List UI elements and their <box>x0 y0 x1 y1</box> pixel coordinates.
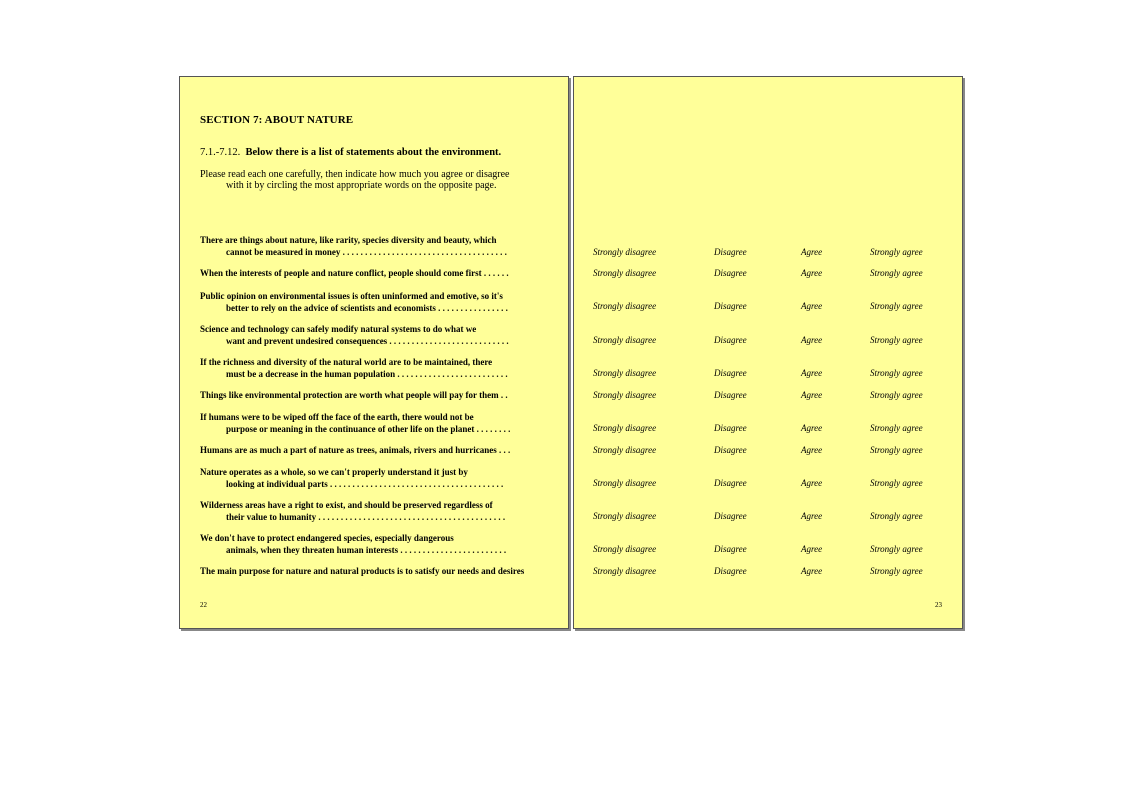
statement-11 <box>200 533 550 556</box>
option-disagree[interactable]: Disagree <box>714 445 747 455</box>
option-disagree[interactable]: Disagree <box>714 511 747 521</box>
option-agree[interactable]: Agree <box>801 335 823 345</box>
statement-12 <box>200 566 560 578</box>
response-row-4 <box>574 335 962 347</box>
option-strongly-agree[interactable]: Strongly agree <box>870 268 923 278</box>
statement-9 <box>200 467 550 490</box>
instructions-line1: Please read each one carefully, then indicate how much you agree or disagree <box>200 169 510 180</box>
page-number-right: 23 <box>935 601 942 609</box>
statement-line: looking at individual parts . . . . . . . . . . . . . . . . . . . . . . . . . . . . . . . . . . . . . . . <box>226 478 504 489</box>
option-disagree[interactable]: Disagree <box>714 544 747 554</box>
statement-line: animals, when they threaten human interests . . . . . . . . . . . . . . . . . . . . . . . . <box>226 544 507 555</box>
statement-line: We don't have to protect endangered species, especially dangerous <box>200 533 454 543</box>
statement-line: their value to humanity . . . . . . . . . . . . . . . . . . . . . . . . . . . . . . . . . . . . . . . . . . <box>226 511 506 522</box>
statement-8 <box>200 445 550 457</box>
statement-line: Nature operates as a whole, so we can't properly understand it just by <box>200 467 468 477</box>
statement-line: want and prevent undesired consequences . . . . . . . . . . . . . . . . . . . . . . . . . . . <box>226 335 509 346</box>
intro-number: 7.1.-7.12. <box>200 147 241 158</box>
option-strongly-disagree[interactable]: Strongly disagree <box>593 445 657 455</box>
statement-line: Science and technology can safely modify natural systems to do what we <box>200 324 477 334</box>
response-row-3 <box>574 301 962 313</box>
statement-10 <box>200 500 550 523</box>
option-agree[interactable]: Agree <box>801 423 823 433</box>
option-strongly-agree[interactable]: Strongly agree <box>870 368 923 378</box>
option-agree[interactable]: Agree <box>801 390 823 400</box>
response-row-1 <box>574 247 962 259</box>
option-disagree[interactable]: Disagree <box>714 247 747 257</box>
response-row-8 <box>574 445 962 457</box>
left-page <box>179 76 569 629</box>
option-disagree[interactable]: Disagree <box>714 368 747 378</box>
statement-6 <box>200 390 550 402</box>
response-row-11 <box>574 544 962 556</box>
option-disagree[interactable]: Disagree <box>714 335 747 345</box>
statement-line: The main purpose for nature and natural products is to satisfy our needs and desires <box>200 566 525 576</box>
statement-5 <box>200 357 550 380</box>
option-strongly-agree[interactable]: Strongly agree <box>870 247 923 257</box>
option-strongly-agree[interactable]: Strongly agree <box>870 566 923 576</box>
statement-line: When the interests of people and nature conflict, people should come first . . . . . . <box>200 268 509 278</box>
option-strongly-disagree[interactable]: Strongly disagree <box>593 268 657 278</box>
option-strongly-disagree[interactable]: Strongly disagree <box>593 423 657 433</box>
statement-line: better to rely on the advice of scientists and economists . . . . . . . . . . . . . . . . <box>226 302 508 313</box>
statement-line: must be a decrease in the human population . . . . . . . . . . . . . . . . . . . . . . . . . <box>226 368 508 379</box>
option-agree[interactable]: Agree <box>801 544 823 554</box>
option-strongly-agree[interactable]: Strongly agree <box>870 390 923 400</box>
response-row-10 <box>574 511 962 523</box>
response-row-7 <box>574 423 962 435</box>
statement-line: If humans were to be wiped off the face of the earth, there would not be <box>200 412 474 422</box>
statement-line: Things like environmental protection are worth what people will pay for them . . <box>200 390 508 400</box>
statement-7 <box>200 412 550 435</box>
option-strongly-agree[interactable]: Strongly agree <box>870 301 923 311</box>
statement-line: purpose or meaning in the continuance of other life on the planet . . . . . . . . <box>226 423 511 434</box>
option-strongly-disagree[interactable]: Strongly disagree <box>593 544 657 554</box>
option-strongly-agree[interactable]: Strongly agree <box>870 478 923 488</box>
option-strongly-disagree[interactable]: Strongly disagree <box>593 566 657 576</box>
option-disagree[interactable]: Disagree <box>714 423 747 433</box>
option-strongly-disagree[interactable]: Strongly disagree <box>593 478 657 488</box>
option-agree[interactable]: Agree <box>801 511 823 521</box>
right-page <box>573 76 963 629</box>
intro-heading <box>200 147 501 158</box>
response-row-6 <box>574 390 962 402</box>
intro-text: Below there is a list of statements about the environment. <box>245 147 502 158</box>
option-strongly-disagree[interactable]: Strongly disagree <box>593 511 657 521</box>
statement-2 <box>200 268 550 280</box>
statement-1 <box>200 235 550 258</box>
option-agree[interactable]: Agree <box>801 445 823 455</box>
option-agree[interactable]: Agree <box>801 247 823 257</box>
option-agree[interactable]: Agree <box>801 301 823 311</box>
option-disagree[interactable]: Disagree <box>714 268 747 278</box>
response-row-5 <box>574 368 962 380</box>
option-strongly-agree[interactable]: Strongly agree <box>870 445 923 455</box>
statement-4 <box>200 324 550 347</box>
option-strongly-disagree[interactable]: Strongly disagree <box>593 368 657 378</box>
option-agree[interactable]: Agree <box>801 566 823 576</box>
option-disagree[interactable]: Disagree <box>714 301 747 311</box>
statement-line: If the richness and diversity of the natural world are to be maintained, there <box>200 357 493 367</box>
instructions-line2: with it by circling the most appropriate words on the opposite page. <box>226 180 497 191</box>
page-number-left: 22 <box>200 601 207 609</box>
response-row-2 <box>574 268 962 280</box>
option-agree[interactable]: Agree <box>801 268 823 278</box>
statement-line: Humans are as much a part of nature as trees, animals, rivers and hurricanes . . . <box>200 445 511 455</box>
statement-line: Wilderness areas have a right to exist, and should be preserved regardless of <box>200 500 493 510</box>
option-strongly-disagree[interactable]: Strongly disagree <box>593 390 657 400</box>
option-agree[interactable]: Agree <box>801 368 823 378</box>
option-agree[interactable]: Agree <box>801 478 823 488</box>
option-strongly-agree[interactable]: Strongly agree <box>870 511 923 521</box>
response-row-9 <box>574 478 962 490</box>
statement-line: There are things about nature, like rarity, species diversity and beauty, which <box>200 235 497 245</box>
option-strongly-agree[interactable]: Strongly agree <box>870 423 923 433</box>
option-disagree[interactable]: Disagree <box>714 390 747 400</box>
option-disagree[interactable]: Disagree <box>714 566 747 576</box>
statement-line: Public opinion on environmental issues is often uninformed and emotive, so it's <box>200 291 503 301</box>
option-strongly-agree[interactable]: Strongly agree <box>870 335 923 345</box>
instructions <box>200 169 560 191</box>
section-title: SECTION 7: ABOUT NATURE <box>200 114 354 126</box>
response-row-12 <box>574 566 962 578</box>
statement-3 <box>200 291 550 314</box>
option-disagree[interactable]: Disagree <box>714 478 747 488</box>
option-strongly-agree[interactable]: Strongly agree <box>870 544 923 554</box>
option-strongly-disagree[interactable]: Strongly disagree <box>593 335 657 345</box>
option-strongly-disagree[interactable]: Strongly disagree <box>593 247 657 257</box>
option-strongly-disagree[interactable]: Strongly disagree <box>593 301 657 311</box>
statement-line: cannot be measured in money . . . . . . . . . . . . . . . . . . . . . . . . . . . . . . . . . . . . . <box>226 246 507 257</box>
